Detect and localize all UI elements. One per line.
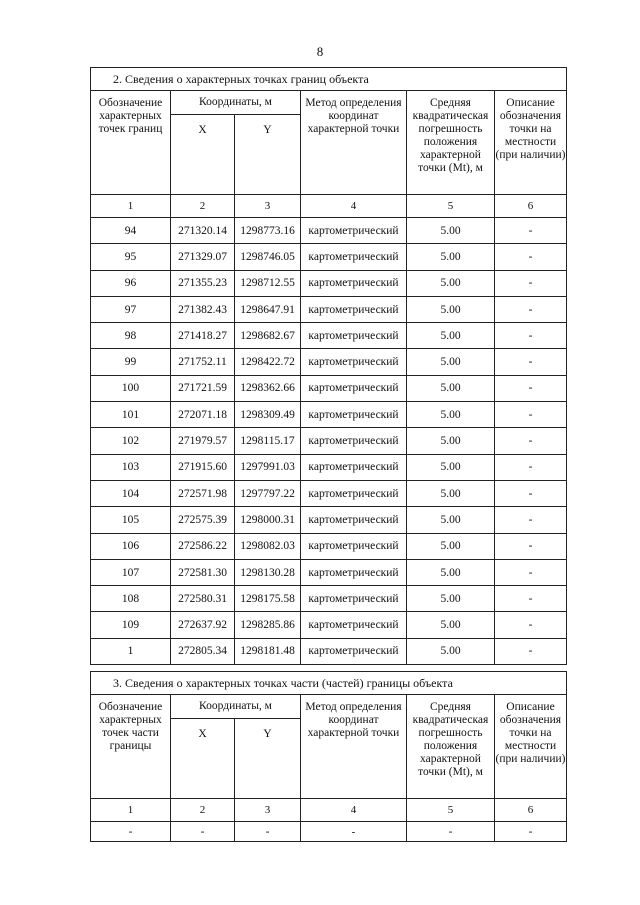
y-coordinate-cell: 1298130.28 (235, 559, 301, 585)
error-cell: 5.00 (407, 349, 495, 375)
method-cell: картометрический (301, 559, 407, 585)
description-cell: - (495, 480, 567, 506)
error-cell: 5.00 (407, 638, 495, 664)
header-description: Описание обозначения точки на местности (при наличии) (495, 91, 567, 195)
section-title: 3. Сведения о характерных точках части (частей) границы объекта (91, 672, 567, 695)
y-coordinate-cell: 1298082.03 (235, 533, 301, 559)
point-id-cell: 100 (91, 375, 171, 401)
table-row (91, 533, 567, 559)
error-cell: 5.00 (407, 218, 495, 244)
description-cell: - (495, 270, 567, 296)
col-number: 6 (495, 799, 567, 822)
x-coordinate-cell: 272586.22 (171, 533, 235, 559)
table-row (91, 428, 567, 454)
point-id-cell: 107 (91, 559, 171, 585)
description-cell: - (495, 428, 567, 454)
table-row (91, 349, 567, 375)
header-y: Y (235, 115, 301, 195)
col-number: 3 (235, 195, 301, 218)
method-cell: картометрический (301, 375, 407, 401)
point-id-cell: - (91, 822, 171, 842)
header-point-designation: Обозначение характерных точек части границы (91, 695, 171, 799)
error-cell: 5.00 (407, 244, 495, 270)
error-cell: 5.00 (407, 586, 495, 612)
y-coordinate-cell: 1298712.55 (235, 270, 301, 296)
section-title: 2. Сведения о характерных точках границ объекта (91, 68, 567, 91)
header-x: X (171, 719, 235, 799)
description-cell: - (495, 218, 567, 244)
boundary-points-rows (91, 218, 567, 665)
error-cell: 5.00 (407, 296, 495, 322)
y-coordinate-cell: 1298362.66 (235, 375, 301, 401)
y-coordinate-cell: 1297797.22 (235, 480, 301, 506)
y-coordinate-cell: 1298309.49 (235, 402, 301, 428)
method-cell: картометрический (301, 533, 407, 559)
x-coordinate-cell: 272581.30 (171, 559, 235, 585)
x-coordinate-cell: 271721.59 (171, 375, 235, 401)
description-cell: - (495, 402, 567, 428)
method-cell: картометрический (301, 428, 407, 454)
header-error: Средняя квадратическая погрешность положения характерной точки (Mt), м (407, 91, 495, 195)
y-coordinate-cell: 1297991.03 (235, 454, 301, 480)
method-cell: картометрический (301, 244, 407, 270)
description-cell: - (495, 296, 567, 322)
x-coordinate-cell: 272575.39 (171, 507, 235, 533)
method-cell: картометрический (301, 323, 407, 349)
table-row (91, 612, 567, 638)
error-cell: 5.00 (407, 507, 495, 533)
point-id-cell: 1 (91, 638, 171, 664)
col-number: 1 (91, 195, 171, 218)
table-row (91, 586, 567, 612)
header-description: Описание обозначения точки на местности (при наличии) (495, 695, 567, 799)
y-coordinate-cell: 1298773.16 (235, 218, 301, 244)
y-coordinate-cell: 1298285.86 (235, 612, 301, 638)
y-coordinate-cell: 1298746.05 (235, 244, 301, 270)
column-numbers-row (91, 195, 567, 218)
col-number: 3 (235, 799, 301, 822)
y-coordinate-cell: 1298175.58 (235, 586, 301, 612)
point-id-cell: 101 (91, 402, 171, 428)
method-cell: картометрический (301, 507, 407, 533)
description-cell: - (495, 507, 567, 533)
point-id-cell: 106 (91, 533, 171, 559)
table-row (91, 218, 567, 244)
point-id-cell: 109 (91, 612, 171, 638)
error-cell: 5.00 (407, 323, 495, 349)
header-x: X (171, 115, 235, 195)
description-cell: - (495, 638, 567, 664)
error-cell: 5.00 (407, 533, 495, 559)
table-row (91, 270, 567, 296)
y-coordinate-cell: 1298682.67 (235, 323, 301, 349)
header-method: Метод определения координат характерной точки (301, 695, 407, 799)
x-coordinate-cell: 271320.14 (171, 218, 235, 244)
col-number: 2 (171, 799, 235, 822)
x-coordinate-cell: 272637.92 (171, 612, 235, 638)
method-cell: картометрический (301, 638, 407, 664)
error-cell: 5.00 (407, 480, 495, 506)
table-row (91, 296, 567, 322)
x-coordinate-cell: 271382.43 (171, 296, 235, 322)
description-cell: - (495, 559, 567, 585)
method-cell: картометрический (301, 218, 407, 244)
error-cell: 5.00 (407, 428, 495, 454)
method-cell: картометрический (301, 349, 407, 375)
method-cell: картометрический (301, 270, 407, 296)
y-coordinate-cell: 1298000.31 (235, 507, 301, 533)
point-id-cell: 94 (91, 218, 171, 244)
header-coordinates: Координаты, м (171, 695, 301, 719)
description-cell: - (495, 822, 567, 842)
point-id-cell: 105 (91, 507, 171, 533)
table-row (91, 454, 567, 480)
description-cell: - (495, 612, 567, 638)
y-coordinate-cell: 1298115.17 (235, 428, 301, 454)
point-id-cell: 96 (91, 270, 171, 296)
x-coordinate-cell: 271979.57 (171, 428, 235, 454)
method-cell: картометрический (301, 480, 407, 506)
description-cell: - (495, 244, 567, 270)
table-row (91, 244, 567, 270)
table-row (91, 559, 567, 585)
y-coordinate-cell: 1298422.72 (235, 349, 301, 375)
method-cell: - (301, 822, 407, 842)
table-row (91, 323, 567, 349)
error-cell: 5.00 (407, 270, 495, 296)
error-cell: 5.00 (407, 375, 495, 401)
point-id-cell: 108 (91, 586, 171, 612)
description-cell: - (495, 586, 567, 612)
x-coordinate-cell: 272580.31 (171, 586, 235, 612)
col-number: 6 (495, 195, 567, 218)
header-y: Y (235, 719, 301, 799)
x-coordinate-cell: 271355.23 (171, 270, 235, 296)
page-number: 8 (316, 44, 324, 59)
description-cell: - (495, 454, 567, 480)
header-error: Средняя квадратическая погрешность положения характерной точки (Mt), м (407, 695, 495, 799)
method-cell: картометрический (301, 296, 407, 322)
point-id-cell: 98 (91, 323, 171, 349)
y-coordinate-cell: 1298181.48 (235, 638, 301, 664)
col-number: 5 (407, 195, 495, 218)
header-coordinates: Координаты, м (171, 91, 301, 115)
point-id-cell: 103 (91, 454, 171, 480)
boundary-points-table (90, 67, 567, 665)
y-coordinate-cell: - (235, 822, 301, 842)
error-cell: 5.00 (407, 454, 495, 480)
column-numbers-row (91, 799, 567, 822)
x-coordinate-cell: 271329.07 (171, 244, 235, 270)
col-number: 2 (171, 195, 235, 218)
x-coordinate-cell: 272571.98 (171, 480, 235, 506)
x-coordinate-cell: 271752.11 (171, 349, 235, 375)
part-boundary-points-rows (91, 822, 567, 842)
description-cell: - (495, 533, 567, 559)
method-cell: картометрический (301, 586, 407, 612)
point-id-cell: 102 (91, 428, 171, 454)
point-id-cell: 99 (91, 349, 171, 375)
x-coordinate-cell: - (171, 822, 235, 842)
point-id-cell: 104 (91, 480, 171, 506)
header-method: Метод определения координат характерной точки (301, 91, 407, 195)
x-coordinate-cell: 272805.34 (171, 638, 235, 664)
y-coordinate-cell: 1298647.91 (235, 296, 301, 322)
description-cell: - (495, 375, 567, 401)
error-cell: 5.00 (407, 612, 495, 638)
table-row (91, 822, 567, 842)
method-cell: картометрический (301, 612, 407, 638)
description-cell: - (495, 323, 567, 349)
error-cell: 5.00 (407, 559, 495, 585)
table-row (91, 480, 567, 506)
table-row (91, 638, 567, 664)
x-coordinate-cell: 271915.60 (171, 454, 235, 480)
col-number: 1 (91, 799, 171, 822)
table-row (91, 507, 567, 533)
x-coordinate-cell: 272071.18 (171, 402, 235, 428)
method-cell: картометрический (301, 454, 407, 480)
error-cell: 5.00 (407, 402, 495, 428)
col-number: 4 (301, 799, 407, 822)
x-coordinate-cell: 271418.27 (171, 323, 235, 349)
table-row (91, 375, 567, 401)
table-row (91, 402, 567, 428)
error-cell: - (407, 822, 495, 842)
col-number: 5 (407, 799, 495, 822)
point-id-cell: 95 (91, 244, 171, 270)
point-id-cell: 97 (91, 296, 171, 322)
description-cell: - (495, 349, 567, 375)
part-boundary-points-table (90, 671, 567, 842)
method-cell: картометрический (301, 402, 407, 428)
col-number: 4 (301, 195, 407, 218)
header-point-designation: Обозначение характерных точек границ (91, 91, 171, 195)
